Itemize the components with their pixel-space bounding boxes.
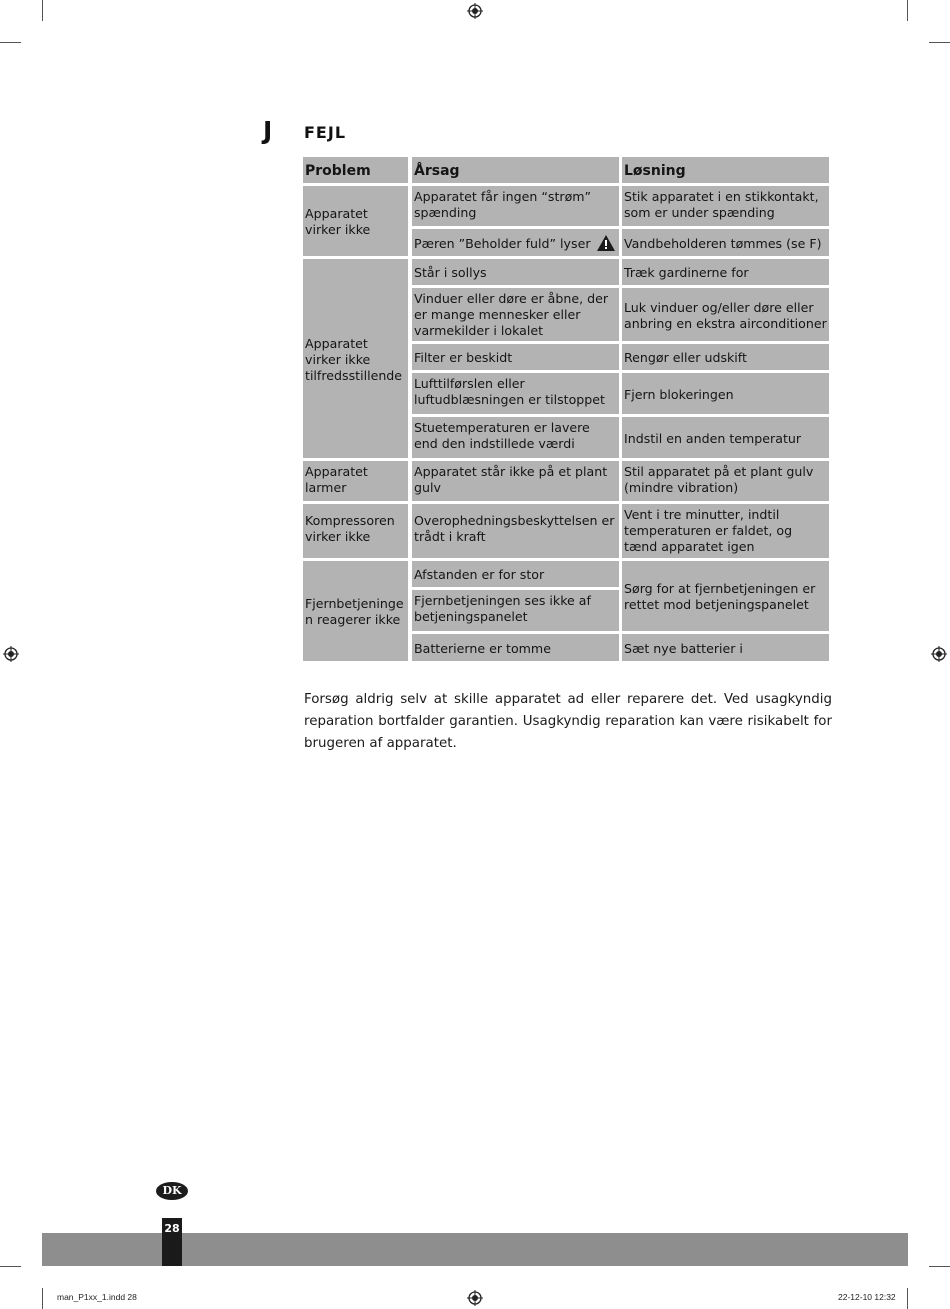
- problem-cell: Fjernbetjeninge n reagerer ikke: [303, 561, 408, 661]
- solution-cell: Sæt nye batterier i: [622, 634, 829, 661]
- solution-cell: Indstil en anden temperatur: [622, 417, 829, 458]
- crop-mark: [929, 1266, 950, 1267]
- cause-cell: Batterierne er tomme: [412, 634, 619, 661]
- crop-mark: [42, 0, 43, 21]
- problem-cell: Kompressoren virker ikke: [303, 504, 408, 558]
- solution-cell: Vandbeholderen tømmes (se F): [622, 229, 829, 256]
- cause-cell: Filter er beskidt: [412, 344, 619, 370]
- warning-triangle-icon: [596, 234, 616, 252]
- section-letter: J: [263, 116, 273, 145]
- cause-cell: Lufttilførslen eller luftudblæsningen er tilstoppet: [412, 373, 619, 414]
- cause-cell: Vinduer eller døre er åbne, der er mange mennesker eller varmekilder i lokalet: [412, 288, 619, 341]
- cause-cell: Står i sollys: [412, 259, 619, 285]
- problem-cell: Apparatet virker ikke: [303, 186, 408, 256]
- solution-cell: Fjern blokeringen: [622, 373, 829, 414]
- solution-cell: Vent i tre minutter, indtil temperaturen er faldet, og tænd apparatet igen: [622, 504, 829, 558]
- page-number: 28: [162, 1218, 182, 1266]
- warning-notice: Forsøg aldrig selv at skille apparatet ad eller reparere det. Ved usagkyndig reparation bortfalder garantien. Usagkyndig reparation kan være risikabelt for brugeren af apparatet.: [304, 692, 832, 751]
- solution-cell: Rengør eller udskift: [622, 344, 829, 370]
- crop-mark: [0, 1266, 21, 1267]
- cause-cell: Apparatet står ikke på et plant gulv: [412, 461, 619, 501]
- solution-cell: Sørg for at fjernbetjeningen er rettet mod betjeningspanelet: [622, 561, 829, 631]
- cause-cell: [412, 229, 619, 256]
- crop-mark: [907, 0, 908, 21]
- cause-cell: Apparatet får ingen “strøm” spænding: [412, 186, 619, 226]
- section-title: FEJL: [304, 123, 347, 142]
- file-slug: man_P1xx_1.indd 28: [57, 1292, 137, 1302]
- crop-mark: [0, 42, 21, 43]
- solution-cell: Luk vinduer og/eller døre eller anbring en ekstra airconditioner: [622, 288, 829, 341]
- cause-cell: Afstanden er for stor: [412, 561, 619, 587]
- cause-text: Pæren ”Beholder fuld” lyser: [414, 235, 591, 251]
- solution-cell: Stil apparatet på et plant gulv (mindre vibration): [622, 461, 829, 501]
- registration-mark-icon: [931, 646, 947, 662]
- crop-mark: [907, 1288, 908, 1309]
- solution-cell: Stik apparatet i en stikkontakt, som er under spænding: [622, 186, 829, 226]
- problem-cell: Apparatet virker ikke tilfredsstillende: [303, 259, 408, 458]
- cause-cell: Stuetemperaturen er lavere end den indstillede værdi: [412, 417, 619, 458]
- cause-cell: Overophedningsbeskyttelsen er trådt i kraft: [412, 504, 619, 558]
- solution-cell: Træk gardinerne for: [622, 259, 829, 285]
- column-header-cause: Årsag: [412, 157, 619, 183]
- column-header-solution: Løsning: [622, 157, 829, 183]
- registration-mark-icon: [467, 3, 483, 19]
- registration-mark-icon: [3, 646, 19, 662]
- column-header-problem: Problem: [303, 157, 408, 183]
- date-slug: 22-12-10 12:32: [838, 1292, 896, 1302]
- cause-cell: Fjernbetjeningen ses ikke af betjeningspanelet: [412, 590, 619, 631]
- problem-cell: Apparatet larmer: [303, 461, 408, 501]
- language-badge: DK: [156, 1182, 188, 1200]
- registration-mark-icon: [467, 1290, 483, 1306]
- crop-mark: [42, 1288, 43, 1309]
- crop-mark: [929, 42, 950, 43]
